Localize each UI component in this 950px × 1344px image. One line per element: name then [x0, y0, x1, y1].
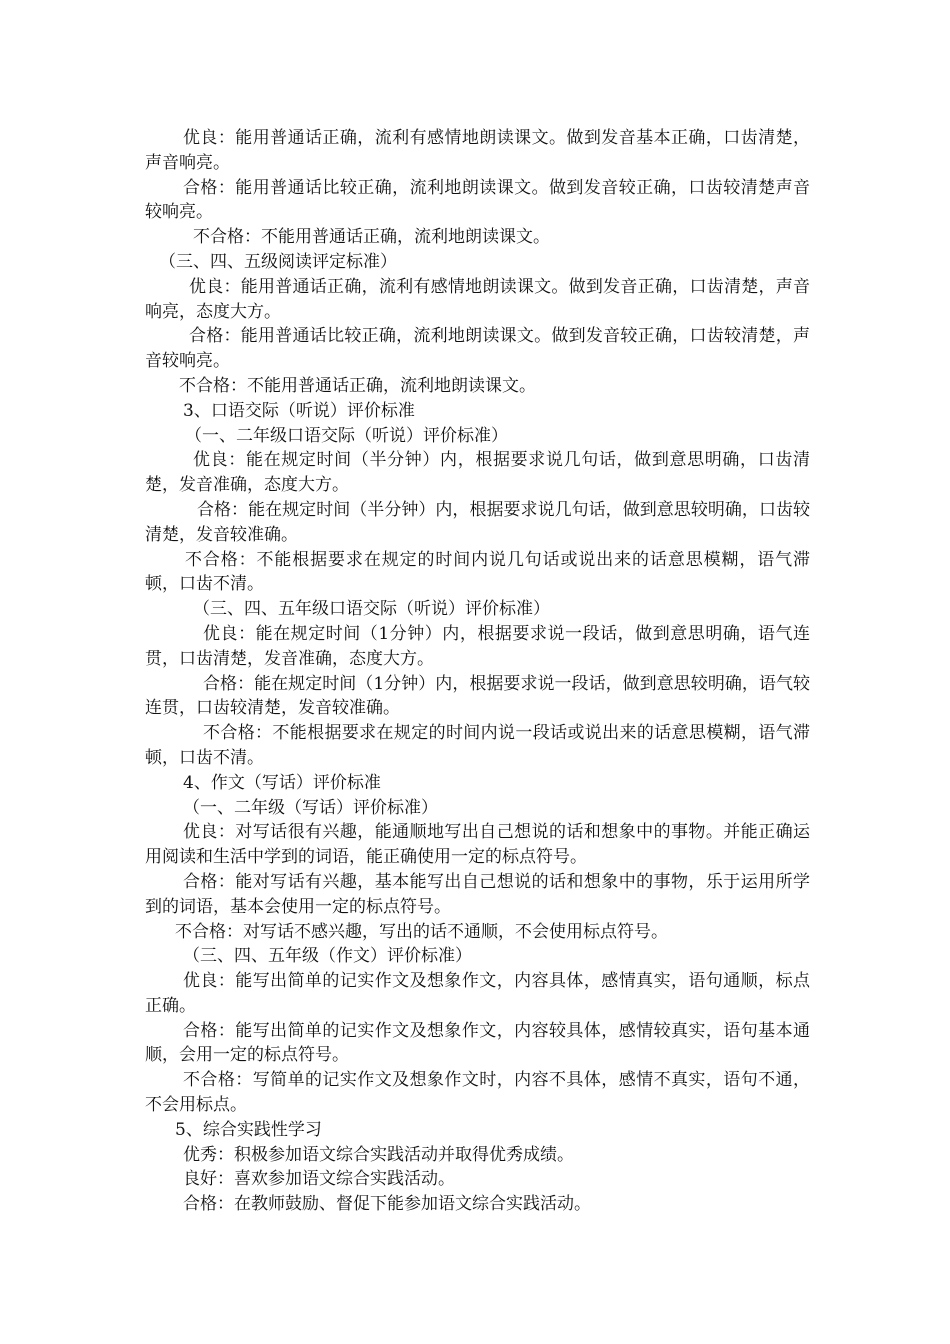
section-3-heading: 3、口语交际（听说）评价标准 [183, 400, 415, 421]
speaking-grade12-heading: （一、二年级口语交际（听说）评价标准） [185, 425, 508, 446]
practice-good: 良好：喜欢参加语文综合实践活动。 [183, 1169, 455, 1190]
practice-pass: 合格：在教师鼓励、督促下能参加语文综合实践活动。 [183, 1194, 591, 1215]
writing-grade12-fail: 不合格：对写话不感兴趣，写出的话不通顺，不会使用标点符号。 [175, 921, 668, 942]
document-body [145, 126, 810, 1217]
section-4-heading: 4、作文（写话）评价标准 [183, 772, 381, 793]
writing-grade12-pass: 合格：能对写话有兴趣，基本能写出自己想说的话和想象中的事物，乐于运用所学到的词语，基本会使用一定的标点符号。 [145, 871, 810, 917]
speaking-grade345-fail: 不合格：不能根据要求在规定的时间内说一段话或说出来的话意思模糊，语气滞顿，口齿不清。 [145, 723, 810, 768]
writing-grade345-fail: 不合格：写简单的记实作文及想象作文时，内容不具体，感情不真实，语句不通，不会用标点。 [145, 1070, 810, 1116]
writing-grade345-pass: 合格：能写出简单的记实作文及想象作文，内容较具体，感情较真实，语句基本通顺，会用一定的标点符号。 [145, 1020, 810, 1066]
reading-grade12-excellent: 优良：能用普通话正确，流利有感情地朗读课文。做到发音基本正确，口齿清楚，声音响亮。 [145, 128, 810, 173]
speaking-grade345-heading: （三、四、五年级口语交际（听说）评价标准） [193, 599, 550, 620]
writing-grade12-heading: （一、二年级（写话）评价标准） [183, 797, 438, 818]
practice-excellent: 优秀：积极参加语文综合实践活动并取得优秀成绩。 [183, 1144, 574, 1165]
section-5-heading: 5、综合实践性学习 [175, 1119, 322, 1140]
reading-grade345-fail: 不合格：不能用普通话正确，流利地朗读课文。 [179, 375, 536, 396]
reading-grade345-heading: （三、四、五级阅读评定标准） [159, 251, 397, 272]
writing-grade345-excellent: 优良：能写出简单的记实作文及想象作文，内容具体，感情真实，语句通顺，标点正确。 [145, 971, 810, 1016]
reading-grade12-fail: 不合格：不能用普通话正确，流利地朗读课文。 [193, 227, 550, 248]
reading-grade345-pass: 合格：能用普通话比较正确，流利地朗读课文。做到发音较正确，口齿较清楚，声音较响亮。 [145, 326, 810, 372]
speaking-grade12-pass: 合格：能在规定时间（半分钟）内，根据要求说几句话，做到意思较明确，口齿较清楚，发音较准确。 [145, 499, 810, 545]
writing-grade345-heading: （三、四、五年级（作文）评价标准） [183, 946, 472, 967]
speaking-grade345-excellent: 优良：能在规定时间（1分钟）内，根据要求说一段话，做到意思明确，语气连贯，口齿清楚，发音准确，态度大方。 [145, 623, 810, 669]
reading-grade345-excellent: 优良：能用普通话正确，流利有感情地朗读课文。做到发音正确，口齿清楚，声音响亮，态度大方。 [145, 276, 810, 322]
speaking-grade12-excellent: 优良：能在规定时间（半分钟）内，根据要求说几句话，做到意思明确，口齿清楚，发音准确，态度大方。 [145, 450, 810, 496]
speaking-grade12-fail: 不合格：不能根据要求在规定的时间内说几句话或说出来的话意思模糊，语气滞顿，口齿不清。 [145, 549, 810, 595]
reading-grade12-pass: 合格：能用普通话比较正确，流利地朗读课文。做到发音较正确，口齿较清楚声音较响亮。 [145, 177, 810, 223]
speaking-grade345-pass: 合格：能在规定时间（1分钟）内，根据要求说一段话，做到意思较明确，语气较连贯，口齿较清楚，发音较准确。 [145, 673, 810, 719]
writing-grade12-excellent: 优良：对写话很有兴趣，能通顺地写出自己想说的话和想象中的事物。并能正确运用阅读和生活中学到的词语，能正确使用一定的标点符号。 [145, 822, 810, 868]
